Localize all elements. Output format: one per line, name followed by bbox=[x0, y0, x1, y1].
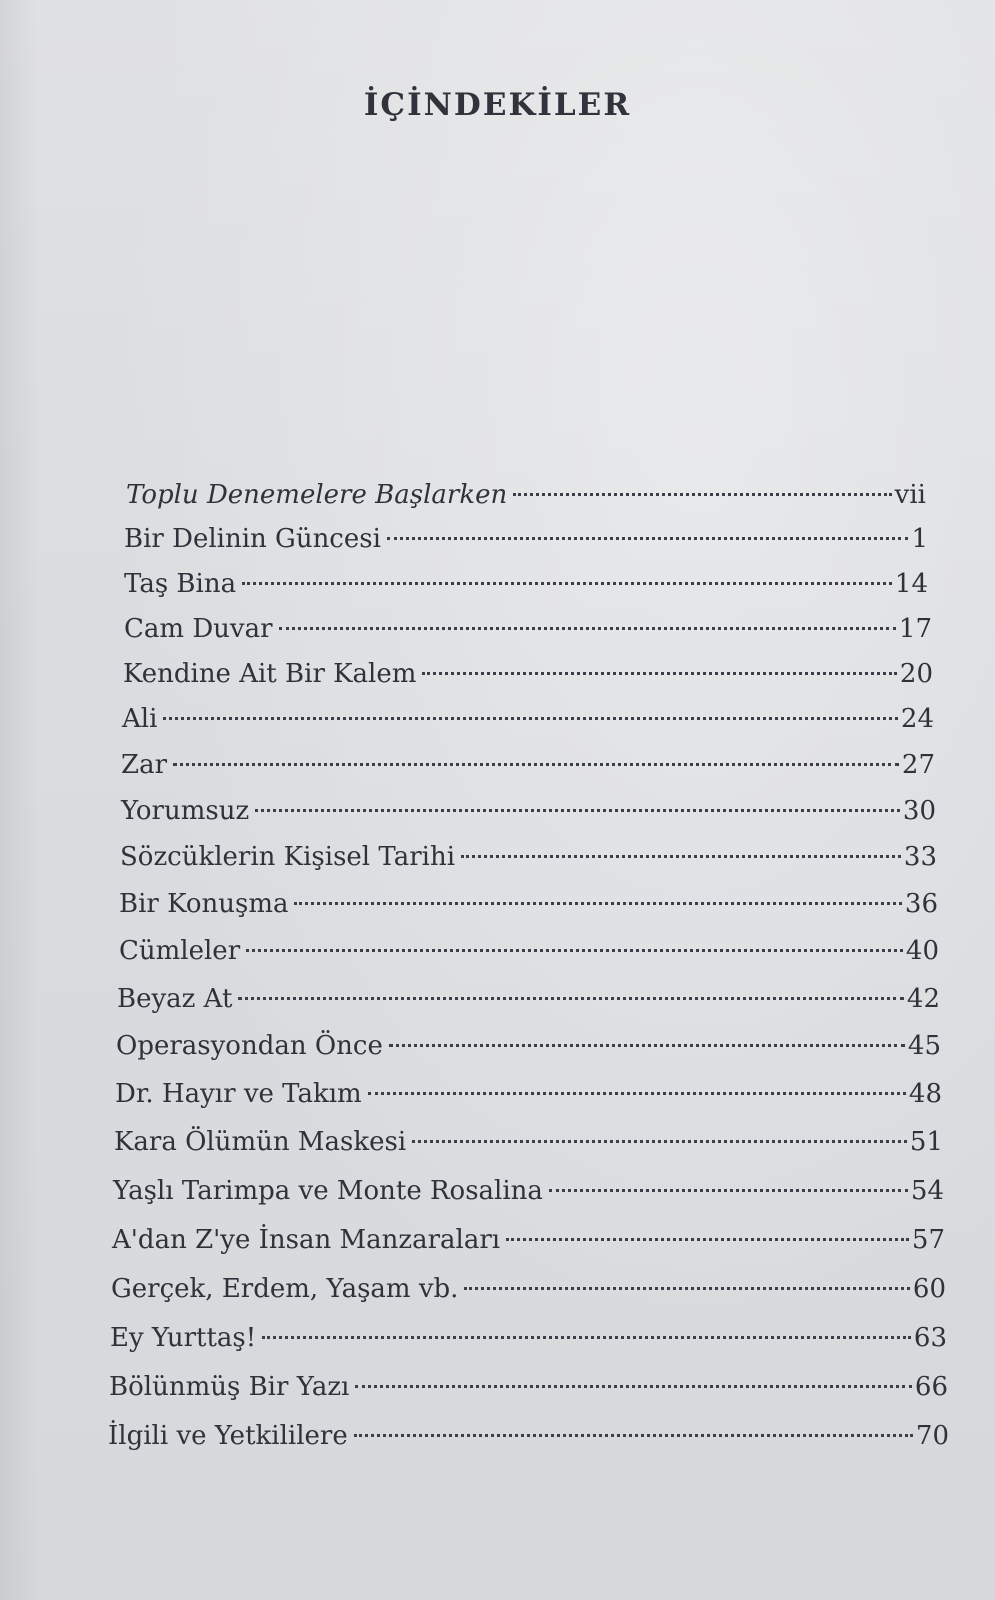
toc-entry-title: Bölünmüş Bir Yazı bbox=[109, 1372, 350, 1402]
dot-leader bbox=[242, 582, 892, 585]
toc-entry bbox=[119, 933, 939, 969]
dot-leader bbox=[262, 1336, 911, 1339]
toc-entry-page-number: 63 bbox=[913, 1323, 947, 1353]
page-title: İÇİNDEKİLER bbox=[363, 86, 632, 123]
toc-entry-page-number: 24 bbox=[900, 704, 934, 734]
toc-entry-title: Sözcüklerin Kişisel Tarihi bbox=[120, 842, 456, 872]
toc-entry-title: İlgili ve Yetkililere bbox=[108, 1421, 348, 1451]
toc-entry-page-number: 60 bbox=[912, 1274, 946, 1304]
dot-leader bbox=[238, 997, 903, 1000]
toc-entry-title: Beyaz At bbox=[117, 984, 233, 1014]
toc-entry bbox=[124, 521, 928, 557]
dot-leader bbox=[422, 672, 896, 675]
toc-entry-title: Toplu Denemelere Başlarken bbox=[126, 480, 508, 510]
toc-entry bbox=[115, 1076, 942, 1112]
dot-leader bbox=[387, 537, 909, 540]
toc-entry-title: A'dan Z'ye İnsan Manzaraları bbox=[112, 1225, 501, 1255]
dot-leader bbox=[513, 493, 891, 496]
toc-entry-title: Kendine Ait Bir Kalem bbox=[123, 659, 417, 689]
toc-entry bbox=[120, 839, 937, 875]
toc-entry-page-number: 70 bbox=[915, 1421, 949, 1451]
dot-leader bbox=[163, 717, 897, 720]
toc-entry bbox=[126, 477, 926, 513]
toc-entry-page-number: 17 bbox=[898, 614, 932, 644]
toc-entry-page-number: 45 bbox=[907, 1031, 941, 1061]
toc-entry-title: Cümleler bbox=[119, 936, 241, 966]
toc-entry-page-number: 14 bbox=[894, 569, 928, 599]
toc-entry-title: Yorumsuz bbox=[121, 796, 250, 826]
toc-entry bbox=[121, 793, 936, 829]
toc-entry-title: Kara Ölümün Maskesi bbox=[114, 1127, 407, 1157]
toc-entry bbox=[110, 1320, 947, 1356]
dot-leader bbox=[294, 902, 901, 905]
toc-entry bbox=[114, 1124, 943, 1160]
toc-entry-page-number: 36 bbox=[904, 889, 938, 919]
toc-entry-title: Gerçek, Erdem, Yaşam vb. bbox=[111, 1274, 459, 1304]
toc-entry-title: Bir Konuşma bbox=[119, 889, 289, 919]
toc-entry-title: Taş Bina bbox=[124, 569, 237, 599]
dot-leader bbox=[412, 1140, 907, 1143]
dot-leader bbox=[461, 855, 901, 858]
toc-entry-page-number: 27 bbox=[901, 750, 935, 780]
toc-entry bbox=[108, 1418, 949, 1454]
toc-entry bbox=[121, 747, 935, 783]
toc-entry-page-number: 20 bbox=[899, 659, 933, 689]
dot-leader bbox=[173, 763, 899, 766]
toc-entry bbox=[113, 1173, 944, 1209]
toc-entry bbox=[109, 1369, 948, 1405]
dot-leader bbox=[506, 1238, 909, 1241]
toc-entry-page-number: 33 bbox=[903, 842, 937, 872]
toc-entry-title: Yaşlı Tarimpa ve Monte Rosalina bbox=[113, 1176, 543, 1206]
toc-entry-title: Zar bbox=[121, 750, 167, 780]
toc-entry bbox=[119, 886, 938, 922]
toc-entry bbox=[112, 1222, 945, 1258]
toc-entry-page-number: 51 bbox=[909, 1127, 943, 1157]
dot-leader bbox=[368, 1092, 906, 1095]
dot-leader bbox=[255, 809, 900, 812]
toc-entry-title: Operasyondan Önce bbox=[116, 1031, 383, 1061]
dot-leader bbox=[389, 1044, 905, 1047]
toc-entry-page-number: vii bbox=[894, 480, 926, 510]
dot-leader bbox=[464, 1287, 909, 1290]
toc-entry-page-number: 54 bbox=[910, 1176, 944, 1206]
toc-entry-title: Dr. Hayır ve Takım bbox=[115, 1079, 362, 1109]
dot-leader bbox=[279, 627, 896, 630]
toc-entry bbox=[117, 981, 940, 1017]
page-edge-shadow bbox=[0, 0, 40, 1600]
toc-entry-page-number: 30 bbox=[902, 796, 936, 826]
toc-entry-title: Ey Yurttaş! bbox=[110, 1323, 257, 1353]
toc-entry bbox=[124, 611, 932, 647]
toc-entry bbox=[123, 656, 933, 692]
toc-entry-title: Bir Delinin Güncesi bbox=[124, 524, 381, 554]
toc-entry-page-number: 48 bbox=[908, 1079, 942, 1109]
toc-entry bbox=[116, 1028, 941, 1064]
dot-leader bbox=[355, 1385, 912, 1388]
dot-leader bbox=[549, 1189, 908, 1192]
toc-entry-page-number: 40 bbox=[905, 936, 939, 966]
toc-entry bbox=[111, 1271, 946, 1307]
dot-leader bbox=[354, 1434, 913, 1437]
toc-entry-page-number: 57 bbox=[911, 1225, 945, 1255]
toc-entry-page-number: 42 bbox=[906, 984, 940, 1014]
toc-entry-title: Cam Duvar bbox=[124, 614, 273, 644]
toc-entry bbox=[122, 701, 934, 737]
toc-entry-title: Ali bbox=[122, 704, 158, 734]
dot-leader bbox=[246, 949, 903, 952]
toc-entry-page-number: 1 bbox=[911, 524, 928, 554]
toc-entry-page-number: 66 bbox=[914, 1372, 948, 1402]
toc-entry bbox=[124, 566, 928, 602]
